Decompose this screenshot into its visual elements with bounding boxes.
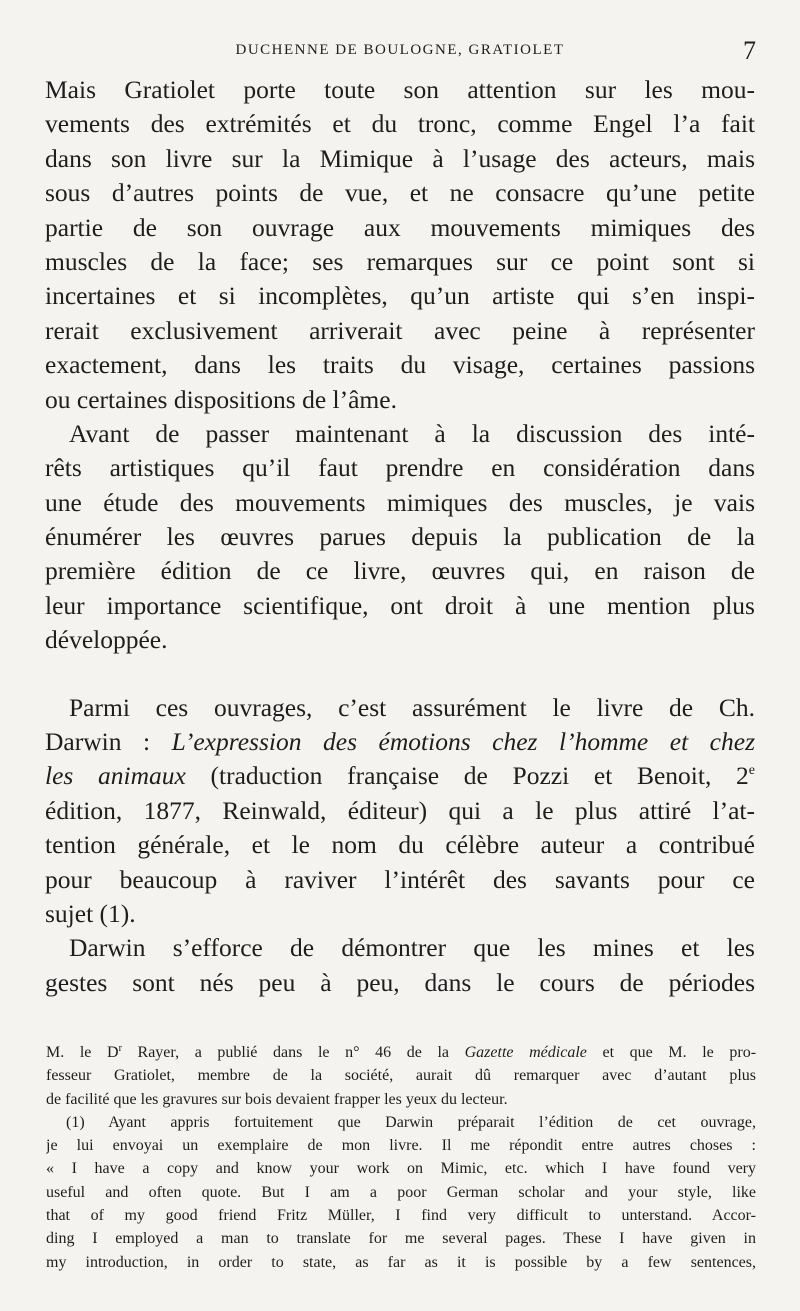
text-line: Mais Gratiolet porte toute son attention sur les mou-	[45, 75, 755, 104]
main-text	[45, 73, 755, 1000]
footnote-line: de facilité que les gravures sur bois devaient frapper les yeux du lecteur.	[46, 1090, 508, 1108]
text-span: et que M. le pro-	[586, 1044, 756, 1061]
paragraph-2	[45, 417, 755, 658]
paragraph-3	[45, 691, 755, 932]
text-line: exactement, dans les traits du visage, certaines passions	[45, 350, 755, 380]
text-line: muscles de la face; ses remarques sur ce point sont si	[45, 246, 755, 276]
footnote-line: je lui envoyai un exemplaire de mon livre. Il me répondit entre autres choses :	[46, 1137, 756, 1155]
text-line: Darwin s’efforce de démontrer que les mines et les	[69, 933, 755, 963]
superscript: r	[118, 1043, 122, 1054]
text-line: une étude des mouvements mimiques des muscles, je vais	[45, 487, 755, 517]
text-line: Avant de passer maintenant à la discussion des inté-	[69, 418, 755, 448]
text-line: gestes sont nés peu à peu, dans le cours de périodes	[45, 967, 755, 997]
text-line	[45, 725, 755, 759]
text-span: M. le D	[46, 1044, 119, 1061]
text-line: développée.	[45, 625, 168, 655]
text-line: édition, 1877, Reinwald, éditeur) qui a le plus attiré l’at-	[45, 795, 755, 825]
text-line: Parmi ces ouvrages, c’est assurément le livre de Ch.	[69, 692, 755, 722]
footnote-line: ding I employed a man to translate for me several pages. These I have given in	[46, 1230, 756, 1248]
text-line: première édition de ce livre, œuvres qui, en raison de	[45, 556, 755, 586]
paragraph-1	[45, 73, 755, 417]
text-line: sous d’autres points de vue, et ne consacre qu’une petite	[45, 178, 755, 208]
footnote-line: « I have a copy and know your work on Mimic, etc. which I have found very	[46, 1160, 756, 1178]
text-line: vements des extrémités et du tronc, comme Engel l’a fait	[45, 109, 755, 139]
text-line: leur importance scientifique, ont droit à une mention plus	[45, 590, 755, 620]
text-span: Rayer, a publié dans le n° 46 de la	[121, 1044, 465, 1061]
page-header	[44, 36, 756, 66]
text-line: dans son livre sur la Mimique à l’usage des acteurs, mais	[45, 143, 755, 173]
text-line: sujet (1).	[45, 898, 136, 928]
superscript: e	[748, 763, 755, 779]
text-line: rêts artistiques qu’il faut prendre en considération dans	[45, 453, 755, 483]
paragraph-gap	[45, 658, 755, 691]
text-line	[45, 759, 755, 793]
text-span: (traduction française de Pozzi et Benoit, 2	[185, 761, 749, 791]
running-head: DUCHENNE DE BOULOGNE, GRATIOLET	[235, 42, 565, 58]
text-line: partie de son ouvrage aux mouvements mimiques des	[45, 212, 755, 242]
footnote-line: useful and often quote. But I am a poor German scholar and your style, like	[46, 1183, 756, 1201]
book-title: les animaux	[45, 761, 186, 791]
text-line: rerait exclusivement arriverait avec peine à représenter	[45, 315, 755, 345]
paragraph-4	[45, 931, 755, 1000]
journal-title: Gazette médicale	[464, 1044, 587, 1061]
footnotes	[46, 1041, 756, 1274]
page-number: 7	[743, 36, 756, 65]
text-line: tention générale, et le nom du célèbre auteur a contribué	[45, 830, 755, 860]
text-span: Darwin :	[45, 727, 172, 757]
footnote-line: fesseur Gratiolet, membre de la société, aurait dû remarquer avec d’autant plus	[46, 1067, 756, 1085]
footnote-line: (1) Ayant appris fortuitement que Darwin préparait l’édition de cet ouvrage,	[66, 1113, 756, 1131]
text-line: énumérer les œuvres parues depuis la publication de la	[45, 522, 755, 552]
text-line: pour beaucoup à raviver l’intérêt des savants pour ce	[45, 864, 755, 894]
footnote-line: that of my good friend Fritz Müller, I find very difficult to unterstand. Accor-	[46, 1207, 756, 1225]
text-line: ou certaines dispositions de l’âme.	[45, 384, 397, 414]
text-line: incertaines et si incomplètes, qu’un artiste qui s’en inspi-	[45, 281, 755, 311]
footnote-line	[46, 1041, 756, 1064]
footnote-line: my introduction, in order to state, as far as it is possible by a few sentences,	[46, 1253, 756, 1271]
book-title: L’expression des émotions chez l’homme et chez	[171, 727, 755, 757]
